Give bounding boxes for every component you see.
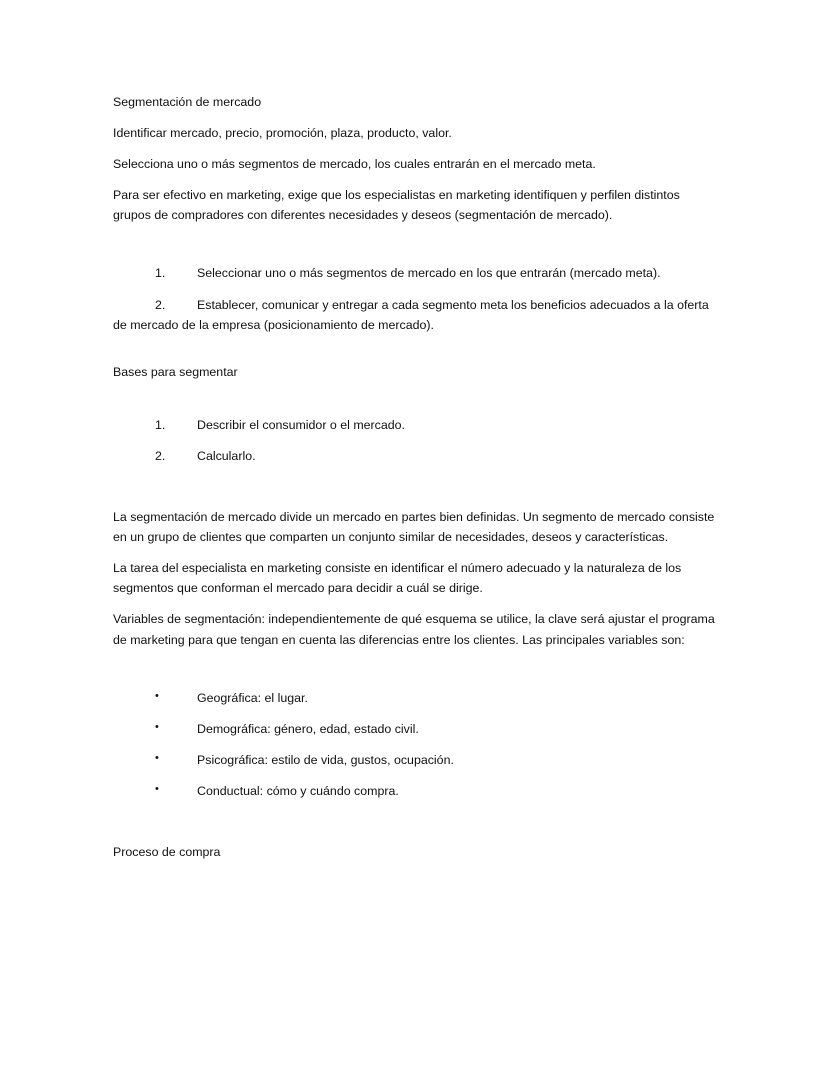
list-item	[113, 719, 715, 739]
list-item-text: Describir el consumidor o el mercado.	[197, 417, 405, 432]
list-item	[113, 295, 715, 335]
spacer	[113, 335, 715, 362]
spacer	[113, 393, 715, 415]
paragraph-identificar: Identificar mercado, precio, promoción, plaza, producto, valor.	[113, 126, 452, 141]
list-item	[113, 446, 715, 466]
list-item-text: Seleccionar uno o más segmentos de mercado en los que entrarán (mercado meta).	[197, 266, 661, 281]
list-marker: 2.	[155, 448, 166, 463]
list-item-text: Establecer, comunicar y entregar a cada segmento meta los beneficios adecuados a la oferta de mercado de la empresa (posicionamiento de mercado).	[113, 297, 709, 332]
spacer	[113, 661, 715, 688]
paragraph-tarea-especialista: La tarea del especialista en marketing consiste en identificar el número adecuado y la naturaleza de los segmentos que conforman el mercado para decidir a cuál se dirige.	[113, 561, 682, 596]
spacer	[113, 828, 715, 842]
bullet-list-variables	[113, 688, 715, 801]
list-item-text: Geográfica: el lugar.	[197, 690, 308, 705]
bullet-icon: •	[155, 689, 159, 702]
list-marker: 2.	[155, 297, 166, 312]
list-item	[113, 781, 715, 801]
spacer	[113, 801, 715, 828]
subtitle-proceso-de-compra: Proceso de compra	[113, 844, 221, 859]
bullet-icon: •	[155, 751, 159, 764]
list-item	[113, 688, 715, 708]
list-item-text: Conductual: cómo y cuándo compra.	[197, 783, 399, 798]
paragraph-segmentacion-divide: La segmentación de mercado divide un mercado en partes bien definidas. Un segmento de mercado consiste en un grupo de clientes que comparten un conjunto similar de necesidades, deseos y características.	[113, 510, 715, 545]
bullet-icon: •	[155, 720, 159, 733]
list-item-text: Psicográfica: estilo de vida, gustos, ocupación.	[197, 752, 454, 767]
list-item	[113, 750, 715, 770]
list-item-text: Calcularlo.	[197, 448, 256, 463]
numbered-list-bases	[113, 415, 715, 466]
document-title: Segmentación de mercado	[113, 95, 262, 109]
list-item	[113, 263, 715, 283]
spacer	[113, 493, 715, 507]
bullet-icon: •	[155, 782, 159, 795]
paragraph-efectivo-marketing: Para ser efectivo en marketing, exige que los especialistas en marketing identifiquen y perfilen distintos grupos de compradores con diferentes necesidades y deseos (segmentación de mercado).	[113, 188, 680, 223]
list-item	[113, 415, 715, 435]
list-marker: 1.	[155, 266, 166, 281]
paragraph-variables-segmentacion: Variables de segmentación: independientemente de qué esquema se utilice, la clave será ajustar el programa de marketing para que tengan en cuenta las diferencias entre los clientes. Las principales variables son:	[113, 612, 715, 647]
subtitle-bases-para-segmentar: Bases para segmentar	[113, 364, 238, 379]
document-body	[113, 92, 715, 862]
numbered-list-segmentos	[113, 263, 715, 334]
spacer	[113, 466, 715, 493]
spacer	[113, 236, 715, 263]
list-item-text: Demográfica: género, edad, estado civil.	[197, 721, 419, 736]
list-marker: 1.	[155, 417, 166, 432]
paragraph-selecciona: Selecciona uno o más segmentos de mercado, los cuales entrarán en el mercado meta.	[113, 157, 596, 172]
